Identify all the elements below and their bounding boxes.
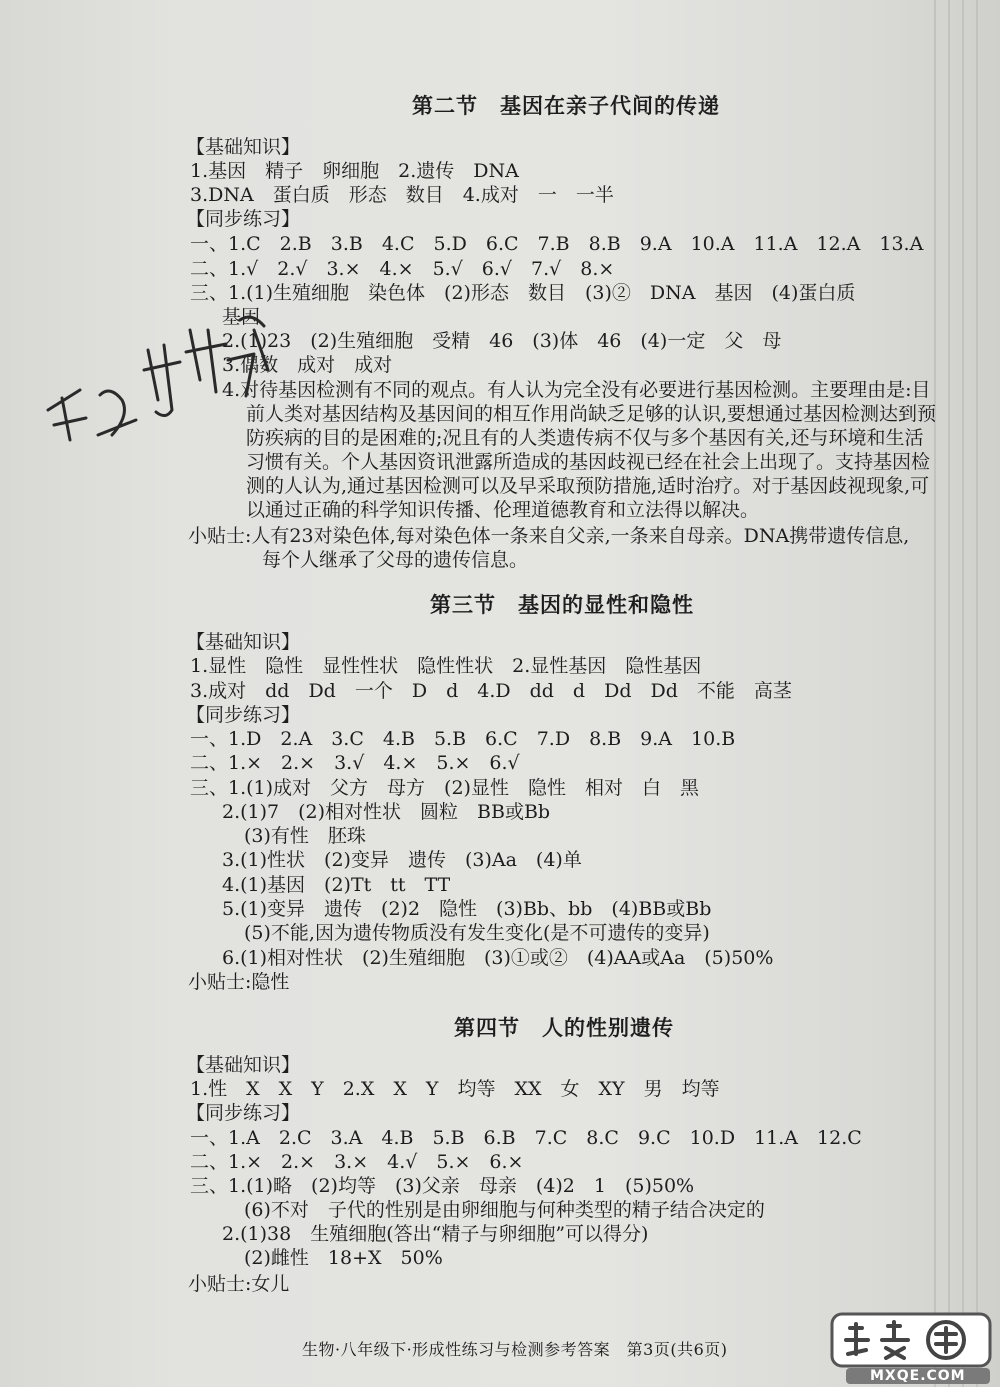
heading-basic: 【基础知识】 [186, 1054, 301, 1076]
page-edge [962, 0, 964, 1387]
answer-line: 2.(1)38 生殖细胞(答出“精子与卵细胞”可以得分) [222, 1223, 649, 1245]
answer-line: 2.(1)7 (2)相对性状 圆粒 BB或Bb [222, 801, 551, 823]
answer-line: 1.基因 精子 卵细胞 2.遗传 DNA [190, 160, 519, 182]
answer-line: 以通过正确的科学知识传播、伦理道德教育和立法得以解决。 [246, 499, 760, 521]
answer-line: 二、1.√ 2.√ 3.× 4.× 5.√ 6.√ 7.√ 8.× [190, 258, 615, 280]
answer-line: 3.偶数 成对 成对 [222, 354, 393, 376]
page-edge [976, 0, 978, 1387]
tip-line: 小贴士:女儿 [188, 1273, 290, 1295]
tip-line: 小贴士:隐性 [188, 971, 290, 993]
answer-line: 一、1.D 2.A 3.C 4.B 5.B 6.C 7.D 8.B 9.A 10.B [190, 728, 736, 750]
section-title: 第四节 人的性别遗传 [454, 1015, 674, 1040]
answer-line: (6)不对 子代的性别是由卵细胞与何种类型的精子结合决定的 [244, 1199, 765, 1221]
answer-line: 三、1.(1)略 (2)均等 (3)父亲 母亲 (4)2 1 (5)50% [190, 1175, 695, 1197]
answer-line: 4.对待基因检测有不同的观点。有人认为完全没有必要进行基因检测。主要理由是:目 [222, 379, 931, 401]
answer-line: 5.(1)变异 遗传 (2)2 隐性 (3)Bb、bb (4)BB或Bb [222, 898, 712, 920]
answer-line: 6.(1)相对性状 (2)生殖细胞 (3)①或② (4)AA或Aa (5)50% [222, 947, 774, 969]
answer-line: 三、1.(1)成对 父方 母方 (2)显性 隐性 相对 白 黑 [190, 777, 699, 799]
answer-line: 二、1.× 2.× 3.× 4.√ 5.× 6.× [190, 1151, 524, 1173]
answer-line: 一、1.C 2.B 3.B 4.C 5.D 6.C 7.B 8.B 9.A 10.A 11.A 12.A 13.A [190, 233, 924, 255]
answer-line: 3.成对 dd Dd 一个 D d 4.D dd d Dd Dd 不能 高茎 [190, 680, 792, 702]
answer-line: (5)不能,因为遗传物质没有发生变化(是不可遗传的变异) [244, 922, 710, 944]
answer-line: 防疾病的目的是困难的;况且有的人类遗传病不仅与多个基因有关,还与环境和生活 [246, 427, 924, 449]
answer-line: 3.(1)性状 (2)变异 遗传 (3)Aa (4)单 [222, 849, 582, 871]
section-title: 第三节 基因的显性和隐性 [430, 592, 694, 617]
heading-basic: 【基础知识】 [186, 136, 301, 158]
answer-line: 习惯有关。个人基因资讯泄露所造成的基因歧视已经在社会上出现了。支持基因检 [246, 451, 931, 473]
answer-line: 基因 [222, 306, 261, 328]
handwriting-scribble [40, 300, 280, 480]
page-edge [934, 0, 936, 1387]
heading-practice: 【同步练习】 [186, 704, 301, 726]
answer-line: 1.显性 隐性 显性性状 隐性性状 2.显性基因 隐性基因 [190, 655, 702, 677]
tip-line: 每个人继承了父母的遗传信息。 [262, 549, 529, 571]
answer-line: 3.DNA 蛋白质 形态 数目 4.成对 一 一半 [190, 184, 614, 206]
watermark-url: MXQE.COM [870, 1368, 966, 1384]
page-footer: 生物·八年级下·形成性练习与检测参考答案 第3页(共6页) [302, 1340, 728, 1359]
answer-line: 一、1.A 2.C 3.A 4.B 5.B 6.B 7.C 8.C 9.C 10.D 11.A 12.C [190, 1127, 862, 1149]
answer-line: 二、1.× 2.× 3.√ 4.× 5.× 6.√ [190, 752, 520, 774]
heading-practice: 【同步练习】 [186, 1102, 301, 1124]
answer-line: 2.(1)23 (2)生殖细胞 受精 46 (3)体 46 (4)一定 父 母 [222, 330, 782, 352]
answer-line: (3)有性 胚珠 [244, 825, 366, 847]
page-edge [948, 0, 950, 1387]
heading-basic: 【基础知识】 [186, 631, 301, 653]
heading-practice: 【同步练习】 [186, 208, 301, 230]
section-title: 第二节 基因在亲子代间的传递 [412, 93, 720, 118]
answer-line: 测的人认为,通过基因检测可以及早采取预防措施,适时治疗。对于基因歧视现象,可 [246, 475, 930, 497]
answer-line: 前人类对基因结构及基因间的相互作用尚缺乏足够的认识,要想通过基因检测达到预 [246, 403, 937, 425]
answer-line: 三、1.(1)生殖细胞 染色体 (2)形态 数目 (3)② DNA 基因 (4)蛋白质 [190, 282, 856, 304]
answer-line: (2)雌性 18+X 50% [244, 1247, 443, 1269]
answer-line: 1.性 X X Y 2.X X Y 均等 XX 女 XY 男 均等 [190, 1078, 720, 1100]
tip-line: 小贴士:人有23对染色体,每对染色体一条来自父亲,一条来自母亲。DNA携带遗传信息, [188, 525, 910, 547]
answer-line: 4.(1)基因 (2)Tt tt TT [222, 874, 451, 896]
